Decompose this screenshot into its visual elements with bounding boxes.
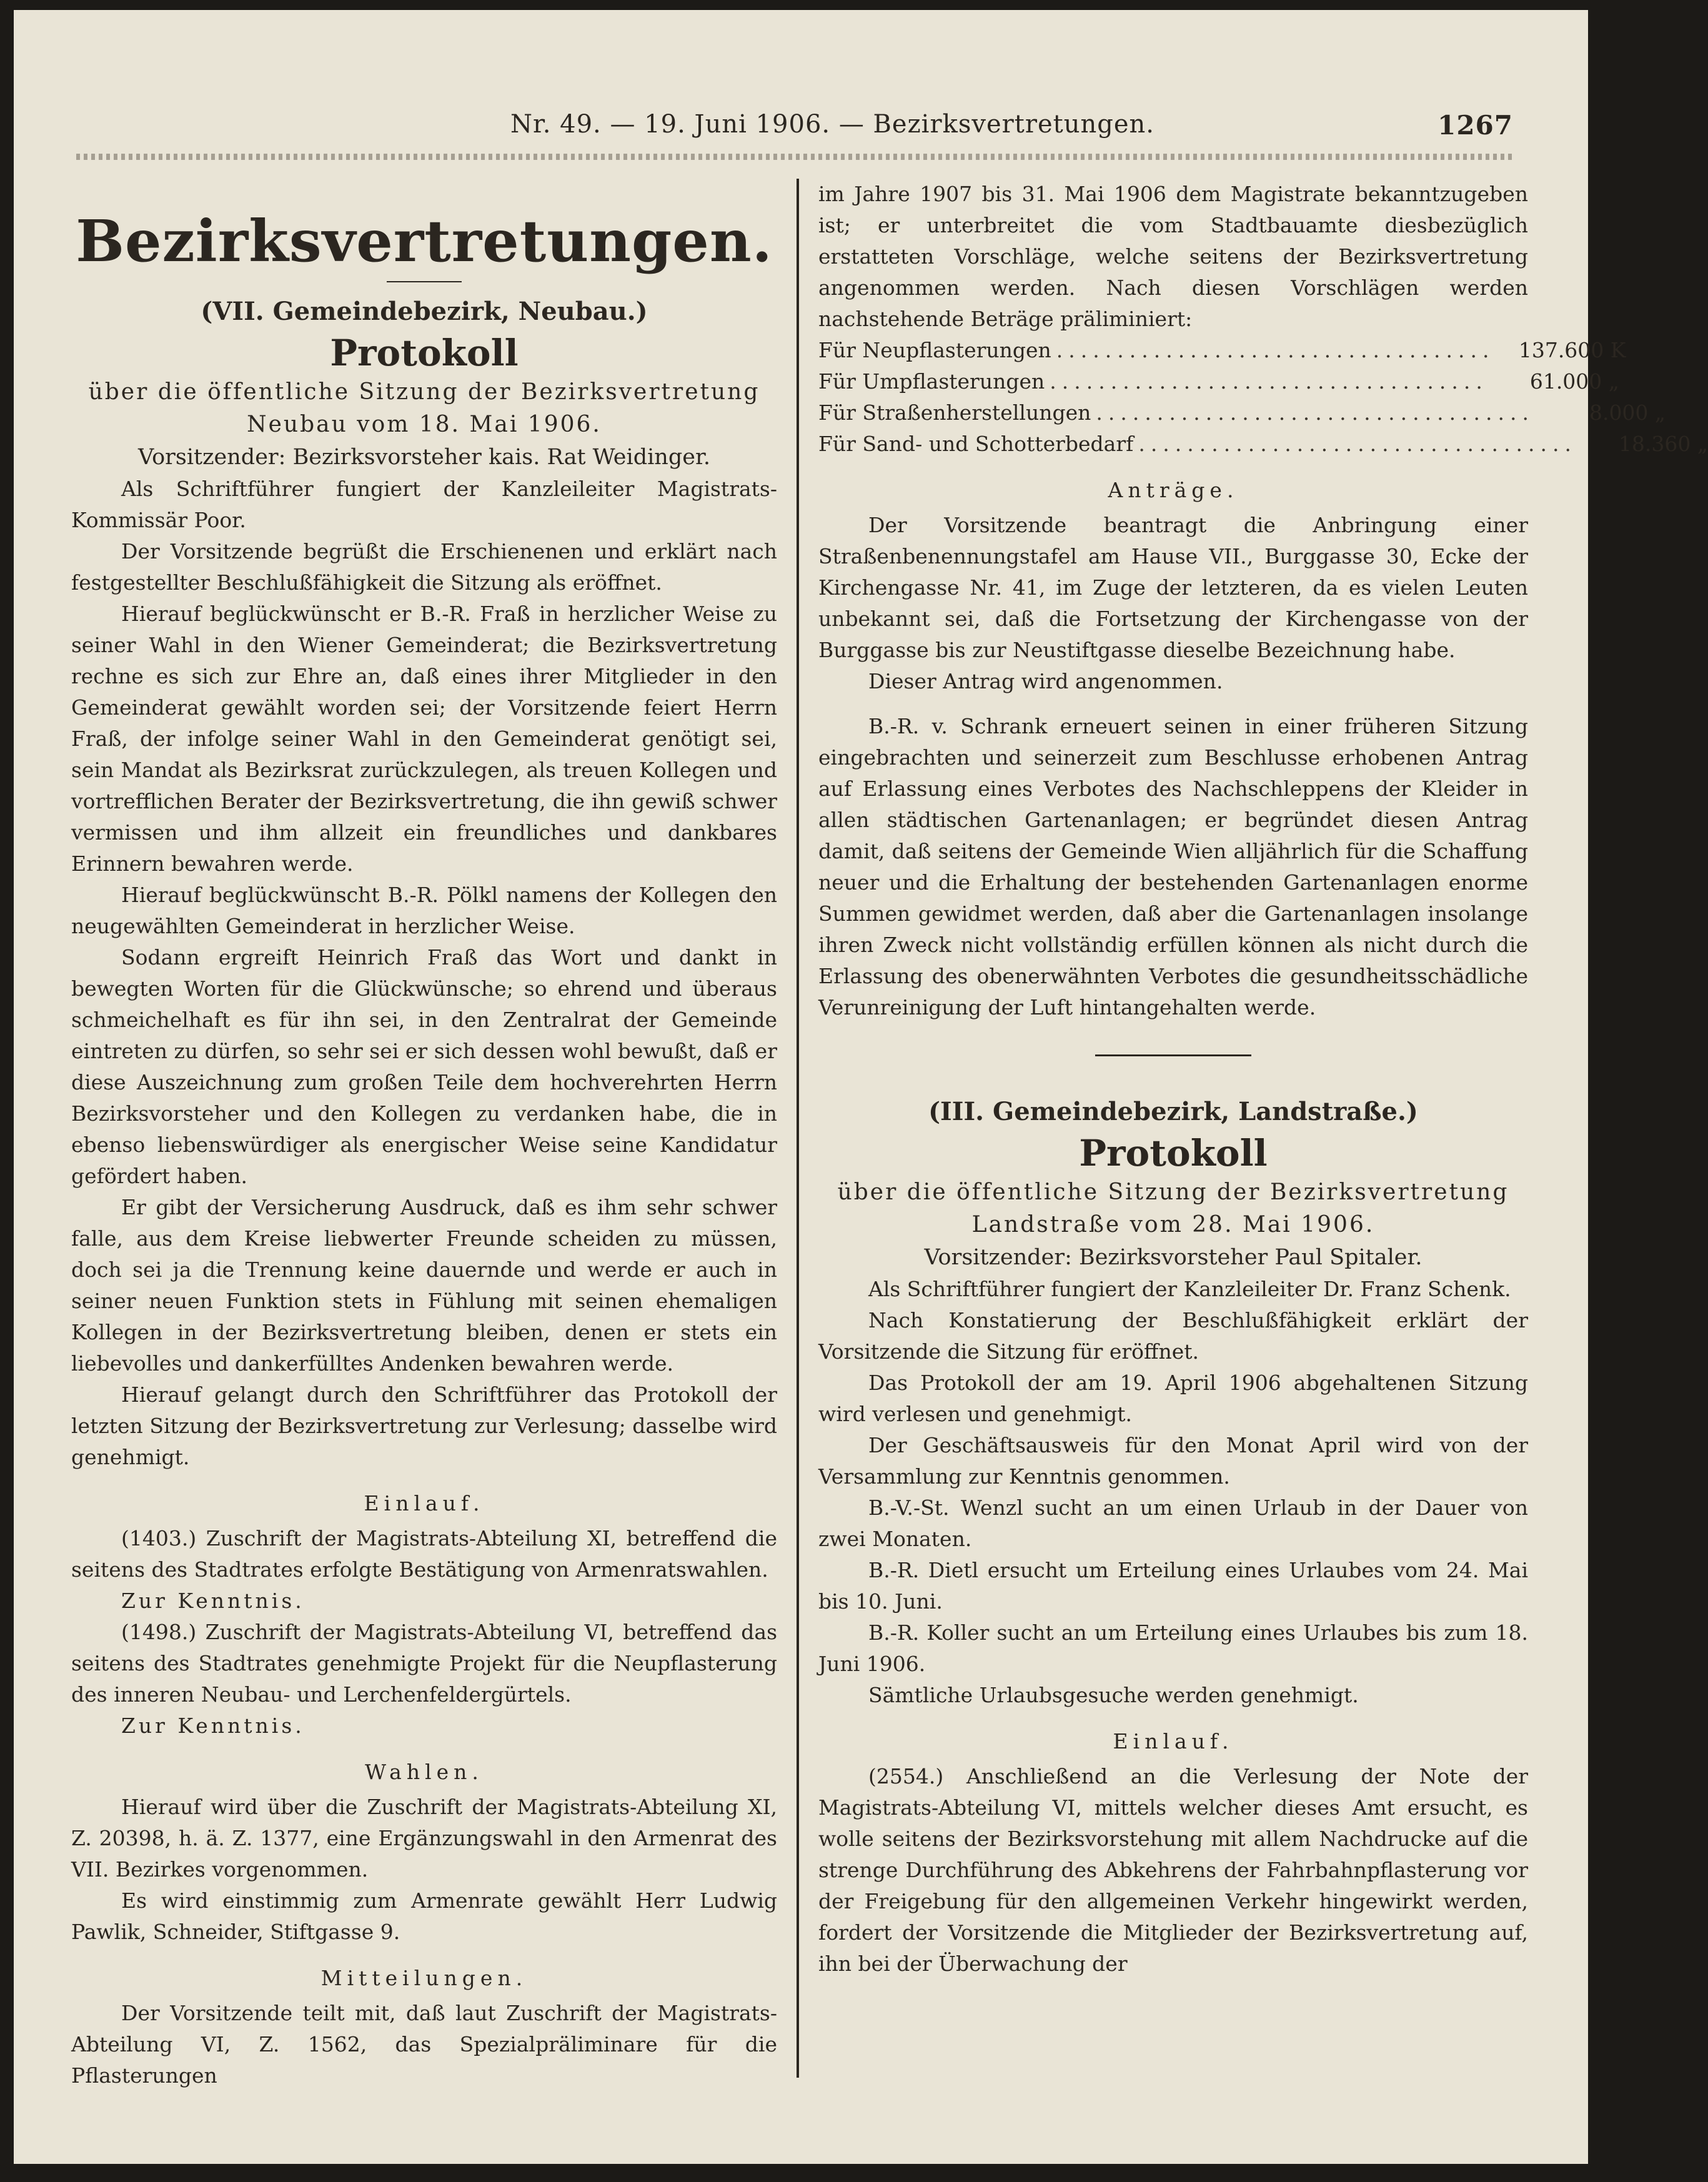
- budget-row: [818, 335, 1626, 366]
- header-rule: [76, 154, 1513, 160]
- paragraph: Dieser Antrag wird angenommen.: [868, 669, 1223, 693]
- budget-row: [818, 429, 1708, 460]
- session-subtitle: über die öffentliche Sitzung der Bezirksvertretung: [88, 379, 760, 405]
- column-divider: [797, 179, 799, 2078]
- paragraph: Nach Konstatierung der Beschlußfähigkeit erklärt der Vorsitzende die Sitzung für eröffnet.: [818, 1308, 1528, 1364]
- session-date: Landstraße vom 28. Mai 1906.: [971, 1212, 1375, 1237]
- paragraph: B.-R. Dietl ersucht um Erteilung eines Urlaubes vom 24. Mai bis 10. Juni.: [818, 1558, 1528, 1614]
- paragraph: Das Protokoll der am 19. April 1906 abgehaltenen Sitzung wird verlesen und genehmigt.: [818, 1371, 1528, 1426]
- decision-note: Zur Kenntnis.: [121, 1713, 305, 1738]
- left-column: [71, 179, 777, 2091]
- budget-row: [818, 397, 1666, 429]
- budget-label: Für Sand- und Schotterbedarf: [818, 432, 1134, 456]
- einlauf-heading: Einlauf.: [1113, 1729, 1234, 1753]
- paragraph: B.-R. Koller sucht an um Erteilung eines Urlaubes bis zum 18. Juni 1906.: [818, 1620, 1528, 1676]
- district-heading: (VII. Gemeindebezirk, Neubau.): [201, 297, 648, 326]
- budget-label: Für Straßenherstellungen: [818, 400, 1091, 425]
- title-rule: [387, 281, 462, 282]
- antraege-heading: Anträge.: [1108, 478, 1239, 502]
- paragraph: B.-R. v. Schrank erneuert seinen in einer früheren Sitzung eingebrachten und seinerzeit zum Beschlusse erhobenen Antrag auf Erlassung eines Verbotes des Nachschleppens der Kleider in allen städtischen Gartenanlagen; er begründet diesen Antrag damit, daß seitens der Gemeinde Wien alljährlich für die Schaffung neuer und die Erhaltung der bestehenden Gartenanlagen enorme Summen gewidmet werden, daß aber die Gartenanlagen insolange ihren Zweck nicht vollständig erfüllen können als nicht durch die Erlassung des obenerwähnten Verbotes die gesundheitsschädliche Verunreinigung der Luft hintangehalten werde.: [818, 714, 1528, 1019]
- running-title: Nr. 49. — 19. Juni 1906. — Bezirksvertretungen.: [510, 110, 1154, 139]
- leader-dots: ....................................: [1138, 432, 1577, 456]
- paragraph: Hierauf gelangt durch den Schriftführer das Protokoll der letzten Sitzung der Bezirksvertretung zur Verlesung; dasselbe wird genehmigt.: [71, 1382, 777, 1469]
- leader-dots: ....................................: [1096, 400, 1535, 425]
- wahlen-heading: Wahlen.: [365, 1760, 484, 1784]
- chairman-line: Vorsitzender: Bezirksvorsteher Paul Spitaler.: [924, 1245, 1423, 1270]
- paragraph: Der Vorsitzende beantragt die Anbringung einer Straßenbenennungstafel am Hause VII., Burggasse 30, Ecke der Kirchengasse Nr. 41, im Zuge der letzteren, da es vielen Leuten unbekannt sei, daß die Fortsetzung der Kirchengasse von der Burggasse bis zur Neustiftgasse dieselbe Bezeichnung habe.: [818, 513, 1528, 662]
- paragraph: Sämtliche Urlaubsgesuche werden genehmigt.: [868, 1683, 1359, 1707]
- paragraph: Es wird einstimmig zum Armenrate gewählt Herr Ludwig Pawlik, Schneider, Stiftgasse 9.: [71, 1888, 777, 1944]
- page-number: 1267: [1437, 110, 1513, 141]
- paragraph: Sodann ergreift Heinrich Fraß das Wort und dankt in bewegten Worten für die Glückwünsche; so ehrend und überaus schmeichelhaft es für ihn sei, in den Zentralrat der Gemeinde eintreten zu dürfen, so sehr sei er sich dessen wohl bewußt, daß er diese Auszeichnung zum großen Teile dem hochverehrten Herrn Bezirksvorsteher und den Kollegen zu verdanken habe, die in ebenso liebenswürdiger als energischer Weise seine Kandidatur gefördert haben.: [71, 945, 777, 1188]
- protokoll-heading: Protokoll: [1079, 1132, 1268, 1174]
- paragraph: Hierauf wird über die Zuschrift der Magistrats-Abteilung XI, Z. 20398, h. ä. Z. 1377, eine Ergänzungswahl in den Armenrat des VII. Bezirkes vorgenommen.: [71, 1795, 777, 1882]
- protokoll-heading: Protokoll: [330, 332, 519, 374]
- paragraph: Hierauf beglückwünscht er B.-R. Fraß in herzlicher Weise zu seiner Wahl in den Wiener Gemeinderat; die Bezirksvertretung rechne es sich zur Ehre an, daß eines ihrer Mitglieder in den Gemeinderat gewählt worden sei; der Vorsitzende feiert Herrn Fraß, der infolge seiner Wahl in den Gemeinderat genötigt sei, sein Mandat als Bezirksrat zurückzulegen, als treuen Kollegen und vortrefflichen Berater der Bezirksvertretung, die ihn gewiß schwer vermissen und ihm allzeit ein freundliches und dankbares Erinnern bewahren werde.: [71, 602, 777, 876]
- paragraph: Er gibt der Versicherung Ausdruck, daß es ihm sehr schwer falle, aus dem Kreise liebwerter Freunde scheiden zu müssen, doch sei ja die Trennung keine dauernde und werde er auch in seiner neuen Funktion stets in Fühlung mit seinen ehemaligen Kollegen in der Bezirksvertretung bleiben, denen er stets ein liebevolles und dankerfülltes Andenken bewahren werde.: [71, 1195, 777, 1376]
- paragraph: Der Vorsitzende teilt mit, daß laut Zuschrift der Magistrats-Abteilung VI, Z. 1562, das Spezialpräliminare für die Pflasterungen: [71, 2001, 777, 2088]
- session-subtitle: über die öffentliche Sitzung der Bezirksvertretung: [837, 1179, 1509, 1205]
- paragraph: (2554.) Anschließend an die Verlesung der Note der Magistrats-Abteilung VI, mittels welcher dieses Amt ersucht, es wolle seitens der Bezirksvorstehung mit allem Nachdrucke auf die strenge Durchführung des Abkehrens der Fahrbahnpflasterung vor der Freigebung für den allgemeinen Verkehr hingewirkt werden, fordert der Vorsitzende die Mitglieder der Bezirksvertretung auf, ihn bei der Überwachung der: [818, 1764, 1528, 1976]
- session-date: Neubau vom 18. Mai 1906.: [247, 412, 602, 437]
- budget-amount: 8.000 „: [1589, 400, 1666, 425]
- paragraph: Der Geschäftsausweis für den Monat April wird von der Versammlung zur Kenntnis genommen.: [818, 1433, 1528, 1489]
- paragraph: Der Vorsitzende begrüßt die Erschienenen und erklärt nach festgestellter Beschlußfähigkeit die Sitzung als eröffnet.: [71, 539, 777, 595]
- budget-label: Für Neupflasterungen: [818, 338, 1051, 362]
- paragraph: B.-V.-St. Wenzl sucht an um einen Urlaub in der Dauer von zwei Monaten.: [818, 1495, 1528, 1551]
- paragraph: Als Schriftführer fungiert der Kanzleileiter Magistrats-Kommissär Poor.: [71, 477, 777, 532]
- spacer: [818, 697, 1528, 711]
- budget-amount: 18.360 „: [1618, 432, 1708, 456]
- paragraph: Hierauf beglückwünscht B.-R. Pölkl namens der Kollegen den neugewählten Gemeinderat in herzlicher Weise.: [71, 883, 777, 938]
- section-divider: [1095, 1054, 1251, 1056]
- district-heading: (III. Gemeindebezirk, Landstraße.): [928, 1097, 1418, 1126]
- right-column: [818, 179, 1708, 1980]
- section-title: Bezirksvertretungen.: [76, 207, 773, 275]
- einlauf-heading: Einlauf.: [364, 1491, 485, 1515]
- leader-dots: ....................................: [1050, 369, 1488, 394]
- budget-row: [818, 366, 1619, 397]
- decision-note: Zur Kenntnis.: [121, 1589, 305, 1613]
- paragraph: (1498.) Zuschrift der Magistrats-Abteilung VI, betreffend das seitens des Stadtrates genehmigte Projekt für die Neupflasterung des inneren Neubau- und Lerchenfeldergürtels.: [71, 1620, 777, 1707]
- newspaper-page: [14, 10, 1708, 2164]
- budget-amount: 61.000 „: [1529, 369, 1619, 394]
- budget-amount: 137.600 K: [1518, 338, 1626, 362]
- leader-dots: ....................................: [1056, 338, 1495, 362]
- mitteilungen-heading: Mitteilungen.: [320, 1966, 528, 1990]
- chairman-line: Vorsitzender: Bezirksvorsteher kais. Rat Weidinger.: [138, 445, 710, 470]
- paragraph: (1403.) Zuschrift der Magistrats-Abteilung XI, betreffend die seitens des Stadtrates erfolgte Bestätigung von Armenratswahlen.: [71, 1526, 777, 1582]
- budget-label: Für Umpflasterungen: [818, 369, 1045, 394]
- paragraph: Als Schriftführer fungiert der Kanzleileiter Dr. Franz Schenk.: [868, 1277, 1511, 1301]
- paragraph: im Jahre 1907 bis 31. Mai 1906 dem Magistrate bekanntzugeben ist; er unterbreitet die vom Stadtbauamte diesbezüglich erstatteten Vorschläge, welche seitens der Bezirksvertretung angenommen werden. Nach diesen Vorschlägen werden nachstehende Beträge präliminiert:: [818, 182, 1528, 331]
